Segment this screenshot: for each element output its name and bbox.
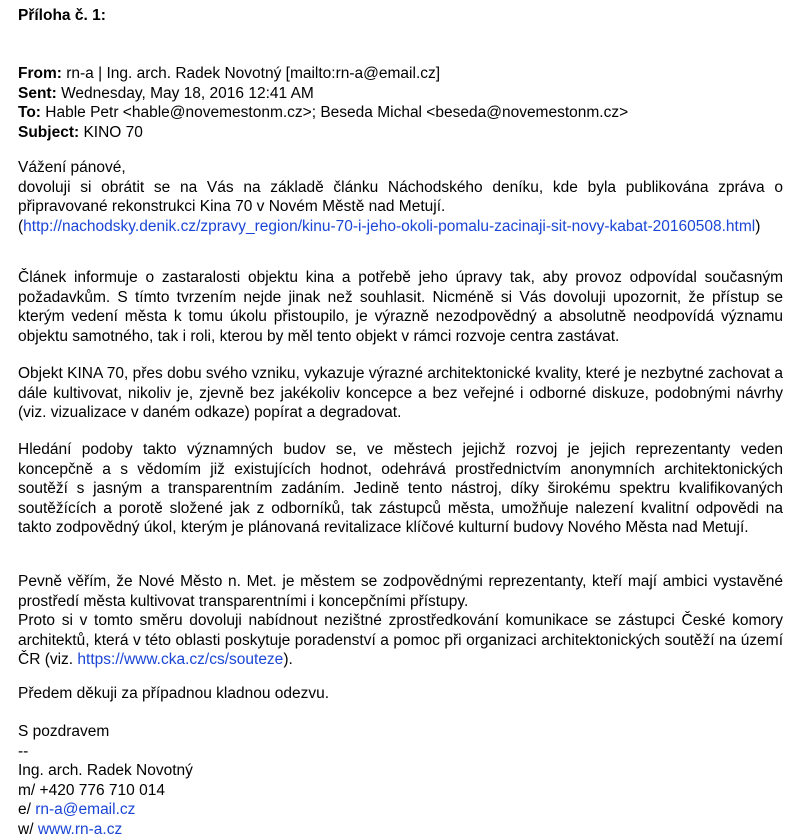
sent-value: Wednesday, May 18, 2016 12:41 AM (61, 84, 314, 102)
paragraph-1: Článek informuje o zastaralosti objektu kina a potřebě jeho úpravy tak, aby provoz odpovídal současným požadavkům. S tímto tvrzením nejde jinak než souhlasit. Nicméně si Vás dovoluji upozornit, že přístup se kterým vedení města k tomu úkolu přistoupilo, je výrazně nezodpovědný a absolutně neodpovídá významu objektu samotného, tak i roli, kterou by měl tento objekt v rámci rozvoje centra zastávat. (18, 269, 783, 345)
signature (18, 722, 783, 839)
signature-email (18, 800, 783, 820)
email-header (18, 64, 783, 142)
paragraph-4b-end: ). (283, 651, 293, 668)
paren-open: ( (18, 217, 24, 235)
article-link-line (18, 217, 783, 237)
to-value: Hable Petr <hable@novemestonm.cz>; Beseda Michal <beseda@novemestonm.cz> (45, 104, 629, 121)
paragraph-4a: Pevně věřím, že Nové Město n. Met. je městem se zodpovědnými reprezentanty, kteří mají ambici vystavěné prostředí města kultivovat transparentními i koncepčními přístupy. (18, 573, 783, 610)
paragraph-3: Hledání podoby takto významných budov se, ve městech jejichž rozvoj je jejich reprezentanty veden koncepčně a s vědomím již existujících hodnot, odehrává prostřednictvím anonymních architektonických soutěží s jasným a transparentním zadáním. Jedině tento nástroj, díky širokému spektru kvalifikovaných soutěžících a porotě složené jak z odborníků, tak zástupců města, umožňuje nalezení kvalitní odpovědi na takto zodpovědný úkol, kterým je plánovaná revitalizace klíčové kulturní budovy Nového Města nad Metují. (18, 441, 783, 536)
paragraph-2: Objekt KINA 70, přes dobu svého vzniku, vykazuje výrazné architektonické kvality, které je nezbytné zachovat a dále kultivovat, nikoliv je, zjevně bez jakékoliv koncepce a bez veřejné i odborné diskuze, podobnými návrhy (viz. vizualizace v daném odkaze) popírat a degradovat. (18, 365, 783, 421)
thanks-line: Předem děkuji za případnou kladnou odezvu. (18, 685, 330, 702)
article-link[interactable]: http://nachodsky.denik.cz/zpravy_region/kinu-70-i-jeho-okoli-pomalu-zacinaji-sit-novy-kabat-20160508.html (23, 217, 756, 235)
intro-paragraph: dovoluji si obrátit se na Vás na základě článku Náchodského deníku, kde byla publikována zpráva o připravované rekonstrukci Kina 70 v Novém Městě nad Metují. (18, 178, 783, 215)
subject-line (18, 123, 783, 143)
phone-value: +420 776 710 014 (39, 781, 165, 799)
signature-name: Ing. arch. Radek Novotný (18, 762, 193, 779)
paren-close: ) (755, 217, 761, 235)
to-line (18, 103, 783, 123)
email-link[interactable]: rn-a@email.cz (35, 801, 136, 818)
signature-separator: -- (18, 742, 29, 760)
paragraph-4 (18, 572, 783, 670)
from-line (18, 64, 783, 84)
subject-label: Subject: (18, 123, 80, 141)
sent-label: Sent: (18, 84, 57, 102)
paragraph-4b-text: Proto si v tomto směru dovoluji nabídnout nezištné zprostředkování komunikace se zástupci České komory architektů, která v této oblasti poskytuje poradenství a pomoc při organizaci architektonických soutěží na území ČR (viz. (18, 612, 783, 668)
sent-line (18, 84, 783, 104)
paragraph-4b (18, 611, 783, 670)
attachment-title: Příloha č. 1: (18, 7, 106, 24)
to-label: To: (18, 104, 41, 121)
signature-phone (18, 781, 783, 801)
greeting: Vážení pánové, (18, 159, 126, 176)
from-label: From: (18, 65, 62, 82)
from-value: rn-a | Ing. arch. Radek Novotný [mailto:rn-a@email.cz] (66, 65, 441, 82)
web-link[interactable]: www.rn-a.cz (37, 820, 123, 838)
greeting-block (18, 158, 783, 236)
closing: S pozdravem (18, 723, 110, 740)
web-label: w/ (18, 820, 38, 838)
signature-web (18, 820, 783, 840)
subject-value: KINO 70 (83, 123, 143, 141)
phone-label: m/ (18, 781, 40, 799)
email-label: e/ (18, 801, 36, 818)
cka-link[interactable]: https://www.cka.cz/cs/souteze (77, 651, 284, 668)
